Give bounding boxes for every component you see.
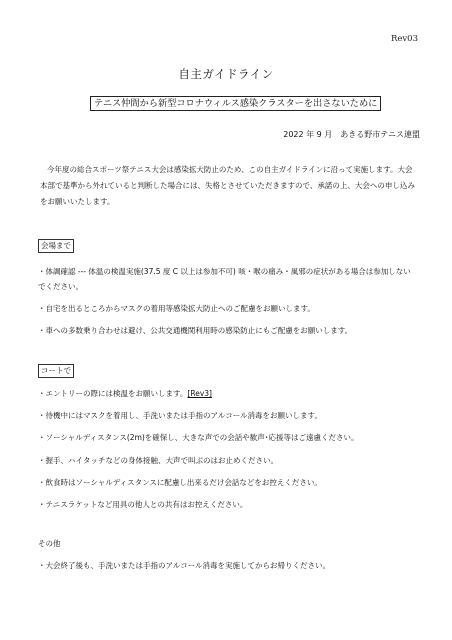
subtitle-text: テニス仲間から新型コロナウィルス感染クラスターを出さないために (90, 96, 381, 111)
court-item-2: ・待機中にはマスクを着用し、手洗いまたは手指のアルコール消毒をお願いします。 (38, 411, 322, 420)
date-organization: 2022 年 9 月 あきる野市テニス連盟 (283, 130, 420, 139)
other-item-1: ・大会終了後も、手洗いまたは手指のアルコール消毒を実施してからお帰りください。 (38, 561, 331, 570)
section-heading-venue: 会場まで (38, 239, 74, 253)
revision-label: Rev03 (390, 34, 418, 44)
venue-item-3: ・車への多数乗り合わせは避け、公共交通機関利用時の感染防止にもご配慮をお願いします。 (38, 326, 353, 335)
court-item-1-text: ・エントリーの際には検温をお願いします。 (38, 389, 188, 398)
page-title: 自主ガイドライン (178, 67, 274, 81)
court-item-4: ・握手、ハイタッチなどの身体接触、大声で叫ぶのはお止めください。 (38, 456, 278, 465)
court-item-5: ・飲食時はソーシャルディスタンスに配慮し出来るだけ会話などをお控えください。 (38, 478, 322, 487)
section-heading-other: その他 (38, 539, 61, 548)
court-item-3: ・ソーシャルディスタンス(2m)を確保し、大きな声での会話や歓声･応援等はご遠慮ください。 (38, 433, 359, 442)
intro-paragraph: 今年度の総合スポーツ祭テニス大会は感染拡大防止のため、この自主ガイドラインに沿って実施します。大会本部で基準から外れていると判断した場合には、失格とさせていただきますので、承諾の上、大会への申し込みをお願いいたします。 (40, 165, 415, 206)
court-item-6: ・テニスラケットなど用具の他人との共有はお控えください。 (38, 500, 248, 509)
revision-tag: [Rev3] (187, 389, 212, 398)
page-subtitle (90, 95, 378, 109)
venue-item-2: ・自宅を出るところからマスクの着用等感染拡大防止へのご配慮をお願いします。 (38, 304, 315, 313)
venue-item-1: ・体調確認 --- 体温の検温実施(37.5 度 C 以上は参加不可) 咳・喉の痛み・風邪の症状がある場合は参加しないでください。 (38, 267, 411, 291)
court-item-1 (38, 386, 418, 401)
section-heading-court: コートで (38, 364, 74, 378)
